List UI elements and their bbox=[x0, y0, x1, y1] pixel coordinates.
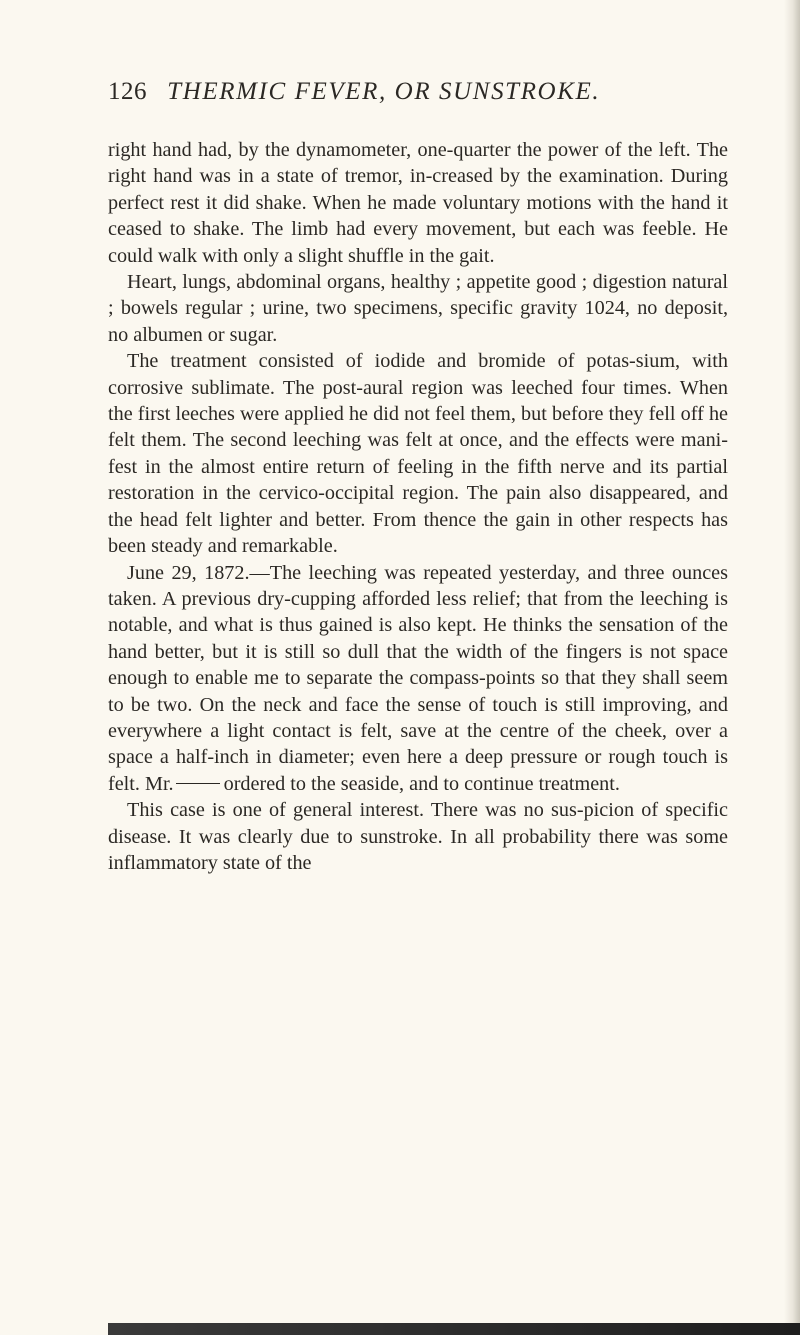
paragraph-continued: right hand had, by the dynamometer, one-quarter the power of the left. The right hand was in a state of tremor, in-creased by the examination. During perfect rest it did shake. When he made voluntary motions with the hand it ceased to shake. The limb had every movement, but each was feeble. He could walk with only a slight shuffle in the gait. bbox=[108, 139, 728, 267]
paragraph-june-entry bbox=[108, 560, 728, 798]
page-number: 126 bbox=[108, 78, 147, 105]
name-omission-dash bbox=[176, 783, 220, 784]
june-entry-text-end: ordered to the seaside, and to continue treatment. bbox=[223, 772, 620, 795]
june-entry-text: June 29, 1872.—The leeching was repeated yesterday, and three ounces taken. A previous dry-cupping afforded less relief; that from the leeching is notable, and what is thus gained is also kept. He thinks the sensation of the hand better, but it is still so dull that the width of the fingers is not space enough to enable me to separate the compass-points so that they shall seem to be two. On the neck and face the sense of touch is still improving, and everywhere a light contact is felt, save at the centre of the cheek, over a space a half-inch in diameter; even here a deep pressure or rough touch is felt. Mr. bbox=[108, 561, 728, 795]
paragraph-treatment: The treatment consisted of iodide and bromide of potas-sium, with corrosive sublimate. The post-aural region was leeched four times. When the first leeches were applied he did not feel them, but before they fell off he felt them. The second leeching was felt at once, and the effects were mani-fest in the almost entire return of feeling in the fifth nerve and its partial restoration in the cervico-occipital region. The pain also disappeared, and the head felt lighter and better. From thence the gain in other respects has been steady and remarkable. bbox=[108, 350, 728, 558]
paragraph-case-summary: This case is one of general interest. There was no sus-picion of specific disease. It was clearly due to sunstroke. In all probability there was some inflammatory state of the bbox=[108, 799, 728, 874]
paragraph-health-findings: Heart, lungs, abdominal organs, healthy ; appetite good ; digestion natural ; bowels regular ; urine, two specimens, specific gravity 1024, no deposit, no albumen or sugar. bbox=[108, 271, 728, 346]
page-edge-shadow bbox=[784, 0, 800, 1335]
page-bottom-edge bbox=[108, 1323, 800, 1335]
page-header bbox=[108, 76, 668, 108]
body-text bbox=[108, 137, 728, 876]
running-title: THERMIC FEVER, OR SUNSTROKE. bbox=[167, 78, 601, 105]
